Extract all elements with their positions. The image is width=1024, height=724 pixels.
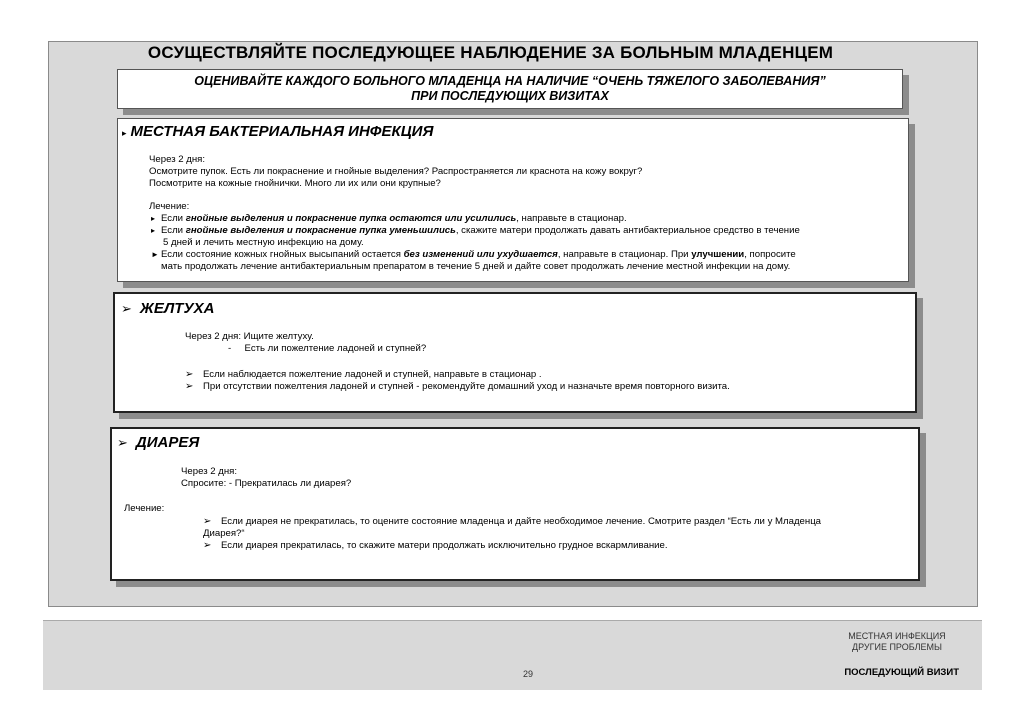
jaundice-section [113,292,917,413]
chevron-bullet-icon: ➢ [185,381,194,392]
subtitle-line-2: ПРИ ПОСЛЕДУЮЩИХ ВИЗИТАХ [411,89,609,103]
diarrhea-action-item: ➢ Если диарея прекратилась, то скажите матери продолжать исключительно грудное вскармливание. [203,540,668,551]
subtitle-line-1: ОЦЕНИВАЙТЕ КАЖДОГО БОЛЬНОГО МЛАДЕНЦА НА НАЛИЧИЕ “ОЧЕНЬ ТЯЖЕЛОГО ЗАБОЛЕВАНИЯ” [194,74,826,88]
local-check-umbilicus: Осмотрите пупок. Есть ли покраснение и гнойные выделения? Распространяется ли краснота на кожу вокруг? [149,166,643,177]
page-number: 29 [522,669,533,679]
chevron-bullet-icon: ➢ [185,369,194,380]
jaundice-action-item: ➢ Если наблюдается пожелтение ладоней и ступней, направьте в стационар . [185,369,542,380]
chevron-bullet-icon: ➢ [117,435,128,450]
diarrhea-treatment-label: Лечение: [124,503,165,514]
local-after-days: Через 2 дня: [149,154,206,165]
local-check-pustules: Посмотрите на кожные гнойнички. Много ли их или они крупные? [149,178,441,189]
triangle-bullet-icon: ▸ [151,226,156,235]
triangle-bullet-icon: ▸ [151,214,156,223]
triangle-bullet-icon: ► [151,250,159,259]
local-infection-heading: ▸ МЕСТНАЯ БАКТЕРИАЛЬНАЯ ИНФЕКЦИЯ [122,123,434,140]
footer-divider [43,620,982,621]
jaundice-question: - Есть ли пожелтение ладоней и ступней? [228,343,427,354]
triangle-bullet-icon: ▸ [122,128,127,138]
local-treatment-item: ▸ Если гнойные выделения и покраснение пупка уменьшились, скажите матери продолжать давать антибактериальное средство в течение [151,225,800,236]
jaundice-action-item: ➢ При отсутствии пожелтения ладоней и ступней - рекомендуйте домашний уход и назначьте время повторного визита. [185,381,730,392]
page-title: ОСУЩЕСТВЛЯЙТЕ ПОСЛЕДУЮЩЕЕ НАБЛЮДЕНИЕ ЗА БОЛЬНЫМ МЛАДЕНЦЕМ [147,43,834,62]
local-treatment-item-cont: 5 дней и лечить местную инфекцию на дому. [163,237,364,248]
footer-section-line-1: МЕСТНАЯ ИНФЕКЦИЯ [848,631,946,641]
local-treatment-item-cont: мать продолжать лечение антибактериальным препаратом в течение 5 дней и дайте совет продолжать лечение местной инфекции на дому. [161,261,791,272]
diarrhea-heading: ➢ ДИАРЕЯ [117,434,200,451]
jaundice-heading: ➢ ЖЕЛТУХА [121,300,215,317]
footer-section-line-2: ДРУГИЕ ПРОБЛЕМЫ [851,642,943,652]
chevron-bullet-icon: ➢ [203,540,212,551]
local-treatment-label: Лечение: [149,201,190,212]
diarrhea-action-item-cont: Диарея?“ [203,528,245,539]
page-footer [43,620,982,690]
subtitle-box [117,69,903,109]
footer-section-labels [843,631,951,653]
local-treatment-item: ▸ Если гнойные выделения и покраснение пупка остаются или усилились, направьте в стационар. [151,213,627,224]
jaundice-after-days: Через 2 дня: Ищите желтуху. [185,331,314,342]
diarrhea-ask: Спросите: - Прекратилась ли диарея? [181,478,352,489]
diarrhea-section [110,427,920,581]
local-infection-section [117,118,909,282]
chevron-bullet-icon: ➢ [203,516,212,527]
diarrhea-after-days: Через 2 дня: [181,466,238,477]
footer-visit-label: ПОСЛЕДУЮЩИЙ ВИЗИТ [844,667,959,678]
chevron-bullet-icon: ➢ [121,301,132,316]
local-treatment-item: ► Если состояние кожных гнойных высыпаний остается без изменений или ухудшается, направьте в стационар. При улучшении, попросите [151,249,796,260]
diarrhea-action-item: ➢ Если диарея не прекратилась, то оцените состояние младенца и дайте необходимое лечение. Смотрите раздел “Есть ли у Младенца [203,516,822,527]
